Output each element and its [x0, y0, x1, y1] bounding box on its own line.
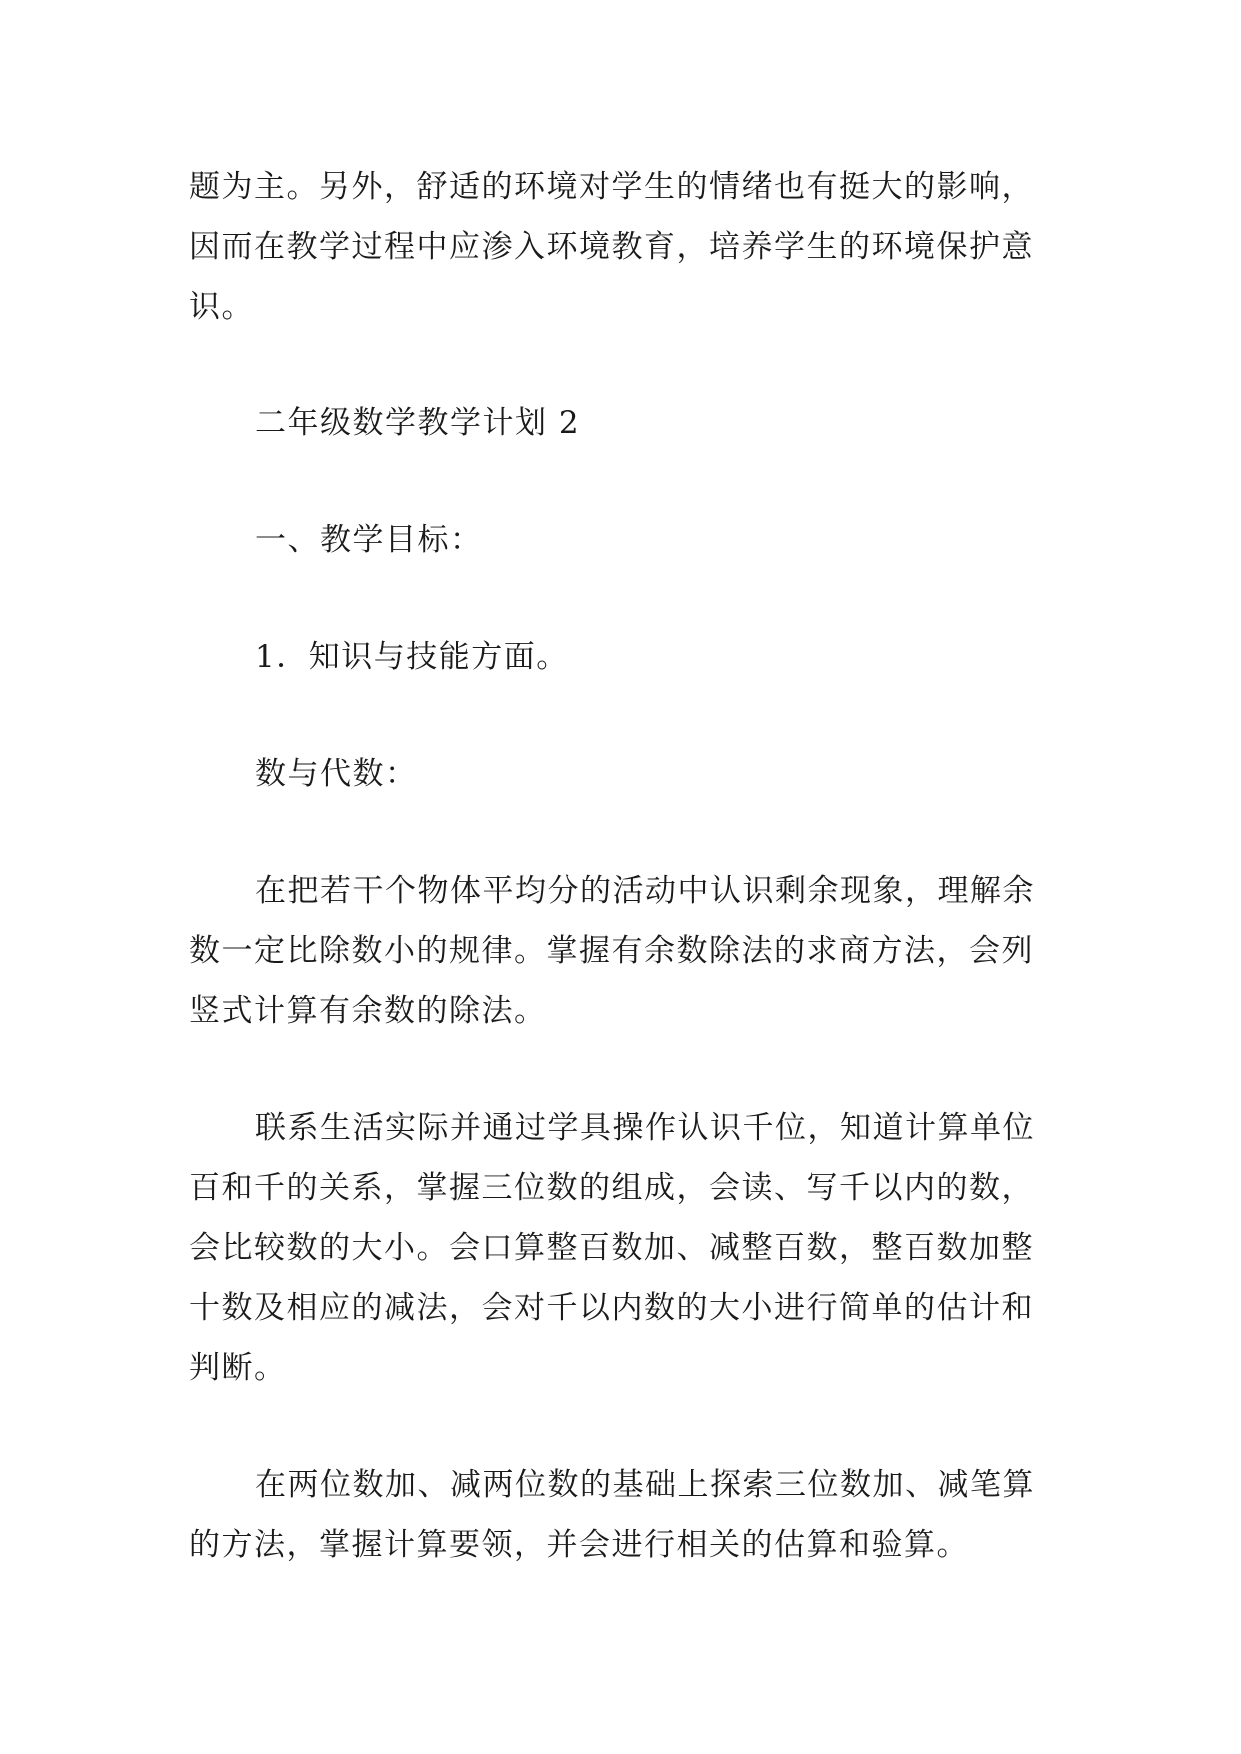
heading-teaching-goals: 一、教学目标：	[255, 522, 483, 558]
paragraph-remainder-division: 在把若干个物体平均分的活动中认识剩余现象，理解余数一定比除数小的规律。掌握有余数除法的求商方法，会列竖式计算有余数的除法。	[189, 873, 1035, 1029]
paragraph-three-digit-arithmetic: 在两位数加、减两位数的基础上探索三位数加、减笔算的方法，掌握计算要领，并会进行相关的估算和验算。	[189, 1467, 1035, 1563]
paragraph-continuation: 题为主。另外，舒适的环境对学生的情绪也有挺大的影响，因而在教学过程中应渗入环境教育，培养学生的环境保护意识。	[189, 169, 1034, 325]
subheading-knowledge-skills: 1．知识与技能方面。	[255, 639, 569, 675]
paragraph-numbers-within-thousand: 联系生活实际并通过学具操作认识千位，知道计算单位百和千的关系，掌握三位数的组成，会读、写千以内的数，会比较数的大小。会口算整百数加、减整百数，整百数加整十数及相应的减法，会对千以内数的大小进行简单的估计和判断。	[189, 1110, 1035, 1386]
section-title: 二年级数学教学计划 2	[255, 405, 581, 441]
subheading-numbers-algebra: 数与代数：	[255, 756, 418, 792]
